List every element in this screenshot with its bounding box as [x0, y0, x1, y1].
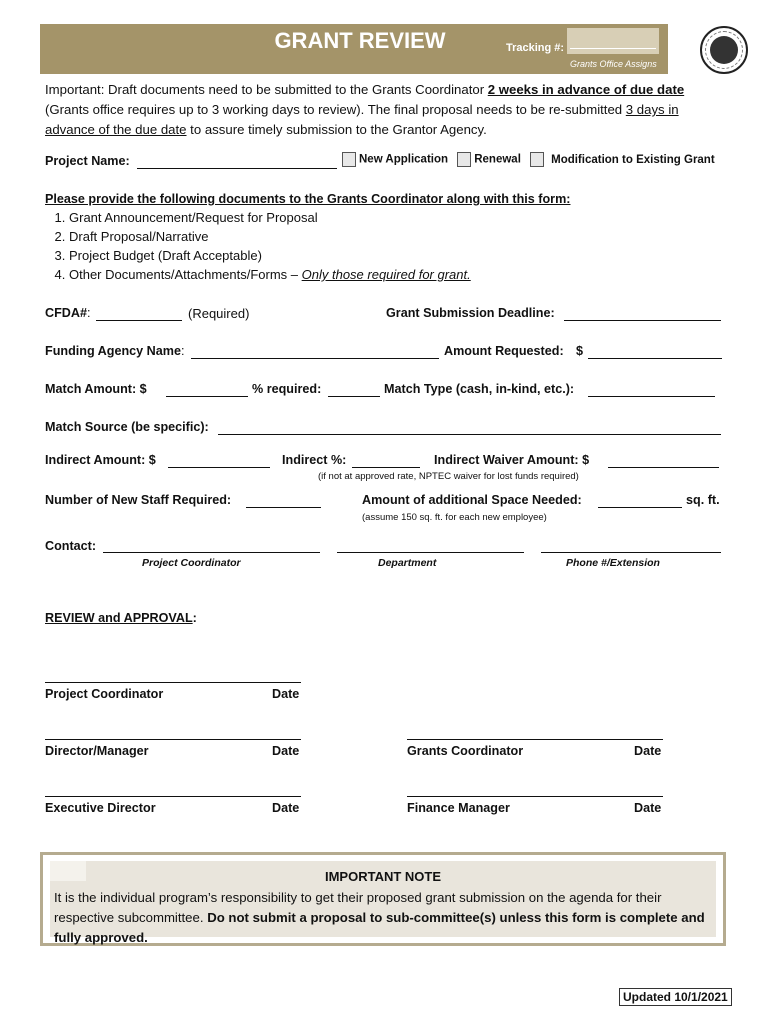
match-source-label: Match Source (be specific):: [45, 420, 209, 434]
indirect-amount-currency: : $: [141, 453, 156, 467]
contact-phone-caption: Phone #/Extension: [566, 557, 660, 569]
date-label: Date: [272, 744, 300, 758]
review-heading-colon: :: [192, 611, 197, 625]
amount-requested-currency: $: [576, 344, 584, 358]
cfda-required-note: (Required): [188, 306, 250, 321]
cfda-label-text: CFDA#: [45, 306, 87, 320]
tracking-note: Grants Office Assigns: [570, 59, 657, 69]
cfda-field[interactable]: [96, 320, 182, 321]
contact-department-field[interactable]: [337, 552, 524, 553]
indirect-amount-label: [45, 453, 156, 467]
documents-section: [45, 192, 735, 284]
funding-agency-label: [45, 344, 184, 358]
signer-finance-manager: Finance Manager: [407, 801, 510, 815]
space-needed-field[interactable]: [598, 507, 682, 508]
documents-heading: Please provide the following documents to the Grants Coordinator along with this form:: [45, 192, 571, 206]
important-note-warning: Do not submit a proposal to sub-committee(s) unless this form is complete and fully approved.: [54, 910, 705, 945]
indirect-waiver-field[interactable]: [608, 467, 719, 468]
match-amount-field[interactable]: [166, 396, 248, 397]
important-note-text: [54, 888, 718, 948]
match-type-label-text: Match Type (cash, in-kind, etc.): [384, 382, 570, 396]
indirect-waiver-label: Indirect Waiver Amount: $: [434, 453, 590, 467]
intro-paragraph: [45, 80, 729, 140]
space-note: (assume 150 sq. ft. for each new employee): [362, 512, 547, 523]
match-type-label: [384, 382, 574, 396]
new-staff-field[interactable]: [246, 507, 321, 508]
intro-text-2: (Grants office requires up to 3 working days to review). The final proposal needs to be re-submitted: [45, 102, 626, 117]
deadline-field[interactable]: [564, 320, 721, 321]
updated-date: Updated 10/1/2021: [619, 988, 732, 1006]
contact-department-caption: Department: [378, 557, 437, 569]
renewal-label: Renewal: [474, 153, 521, 166]
match-amount-label: [45, 382, 147, 396]
document-item-4-text: Other Documents/Attachments/Forms –: [69, 267, 302, 282]
date-label: Date: [634, 801, 662, 815]
amount-requested-label: Amount Requested:: [444, 344, 564, 358]
renewal-checkbox[interactable]: [457, 152, 471, 167]
project-name-label: Project Name:: [45, 154, 130, 168]
important-note-title: IMPORTANT NOTE: [324, 869, 442, 884]
review-heading: [45, 611, 197, 625]
date-label: Date: [272, 687, 300, 701]
match-amount-currency: : $: [131, 382, 147, 396]
funding-agency-label-text: Funding Agency Name: [45, 344, 181, 358]
modification-checkbox[interactable]: [530, 152, 544, 167]
contact-phone-field[interactable]: [541, 552, 721, 553]
review-heading-text: REVIEW and APPROVAL: [45, 611, 193, 625]
document-item: 2. Draft Proposal/Narrative: [69, 227, 735, 246]
deadline-label: Grant Submission Deadline:: [386, 306, 555, 320]
document-item-4-note: Only those required for grant.: [301, 267, 471, 282]
signer-grants-coordinator: Grants Coordinator: [407, 744, 524, 758]
contact-coordinator-field[interactable]: [103, 552, 320, 553]
contact-coordinator-caption: Project Coordinator: [142, 557, 241, 569]
document-item: 3. Project Budget (Draft Acceptable): [69, 246, 735, 265]
funding-agency-colon: :: [180, 344, 185, 358]
project-name-field[interactable]: [137, 168, 337, 169]
form-title: GRANT REVIEW: [274, 28, 446, 53]
signer-project-coordinator: Project Coordinator: [45, 687, 164, 701]
document-item: [69, 265, 735, 284]
seal-logo: [700, 26, 748, 74]
important-note-body: It is the individual program’s responsibility to get their proposed grant submission on the agenda for their respective subcommittee.: [54, 890, 662, 925]
space-unit: sq. ft.: [686, 493, 720, 507]
intro-text-3: to assure timely submission to the Grantor Agency.: [186, 122, 487, 137]
signature-line-finance-manager[interactable]: [407, 796, 663, 797]
indirect-amount-label-text: Indirect Amount: [45, 453, 142, 467]
percent-required-field[interactable]: [328, 396, 380, 397]
signer-director-manager: Director/Manager: [45, 744, 149, 758]
project-type-options: [342, 152, 715, 167]
document-item: 1. Grant Announcement/Request for Proposal: [69, 208, 735, 227]
date-label: Date: [272, 801, 300, 815]
intro-deadline-2: 3 days in advance of the due date: [45, 102, 679, 137]
match-source-field[interactable]: [218, 434, 721, 435]
important-note-tab: [50, 861, 86, 881]
signature-line-director[interactable]: [45, 739, 301, 740]
intro-deadline-1: 2 weeks in advance of due date: [487, 82, 685, 97]
header-banner: [40, 24, 668, 74]
funding-agency-field[interactable]: [191, 358, 439, 359]
tracking-underline: [570, 48, 656, 49]
modification-label: Modification to Existing Grant: [551, 153, 715, 166]
space-needed-label: Amount of additional Space Needed:: [362, 493, 582, 507]
indirect-amount-field[interactable]: [168, 467, 270, 468]
percent-required-label: % required:: [252, 382, 322, 396]
documents-list: [23, 208, 735, 284]
seal-emblem-icon: [710, 36, 738, 64]
signature-line-project-coordinator[interactable]: [45, 682, 301, 683]
important-note-panel: [50, 861, 716, 945]
indirect-note: (if not at approved rate, NPTEC waiver for lost funds required): [318, 471, 579, 482]
new-application-label: New Application: [359, 153, 449, 166]
amount-requested-field[interactable]: [588, 358, 722, 359]
signature-line-executive-director[interactable]: [45, 796, 301, 797]
signer-executive-director: Executive Director: [45, 801, 156, 815]
indirect-percent-field[interactable]: [352, 467, 420, 468]
cfda-label: [45, 306, 90, 320]
important-note-box: [40, 852, 726, 946]
new-staff-label: Number of New Staff Required:: [45, 493, 232, 507]
new-application-checkbox[interactable]: [342, 152, 356, 167]
cfda-label-colon: :: [86, 306, 91, 320]
signature-line-grants-coordinator[interactable]: [407, 739, 663, 740]
tracking-label: Tracking #:: [506, 42, 565, 54]
tracking-number-field[interactable]: [567, 28, 659, 54]
date-label: Date: [634, 744, 662, 758]
intro-text-1: Important: Draft documents need to be submitted to the Grants Coordinator: [45, 82, 488, 97]
match-type-colon: :: [569, 382, 575, 396]
match-amount-label-text: Match Amount: [45, 382, 132, 396]
indirect-percent-label: Indirect %:: [282, 453, 347, 467]
contact-label: Contact:: [45, 539, 97, 553]
match-type-field[interactable]: [588, 396, 715, 397]
